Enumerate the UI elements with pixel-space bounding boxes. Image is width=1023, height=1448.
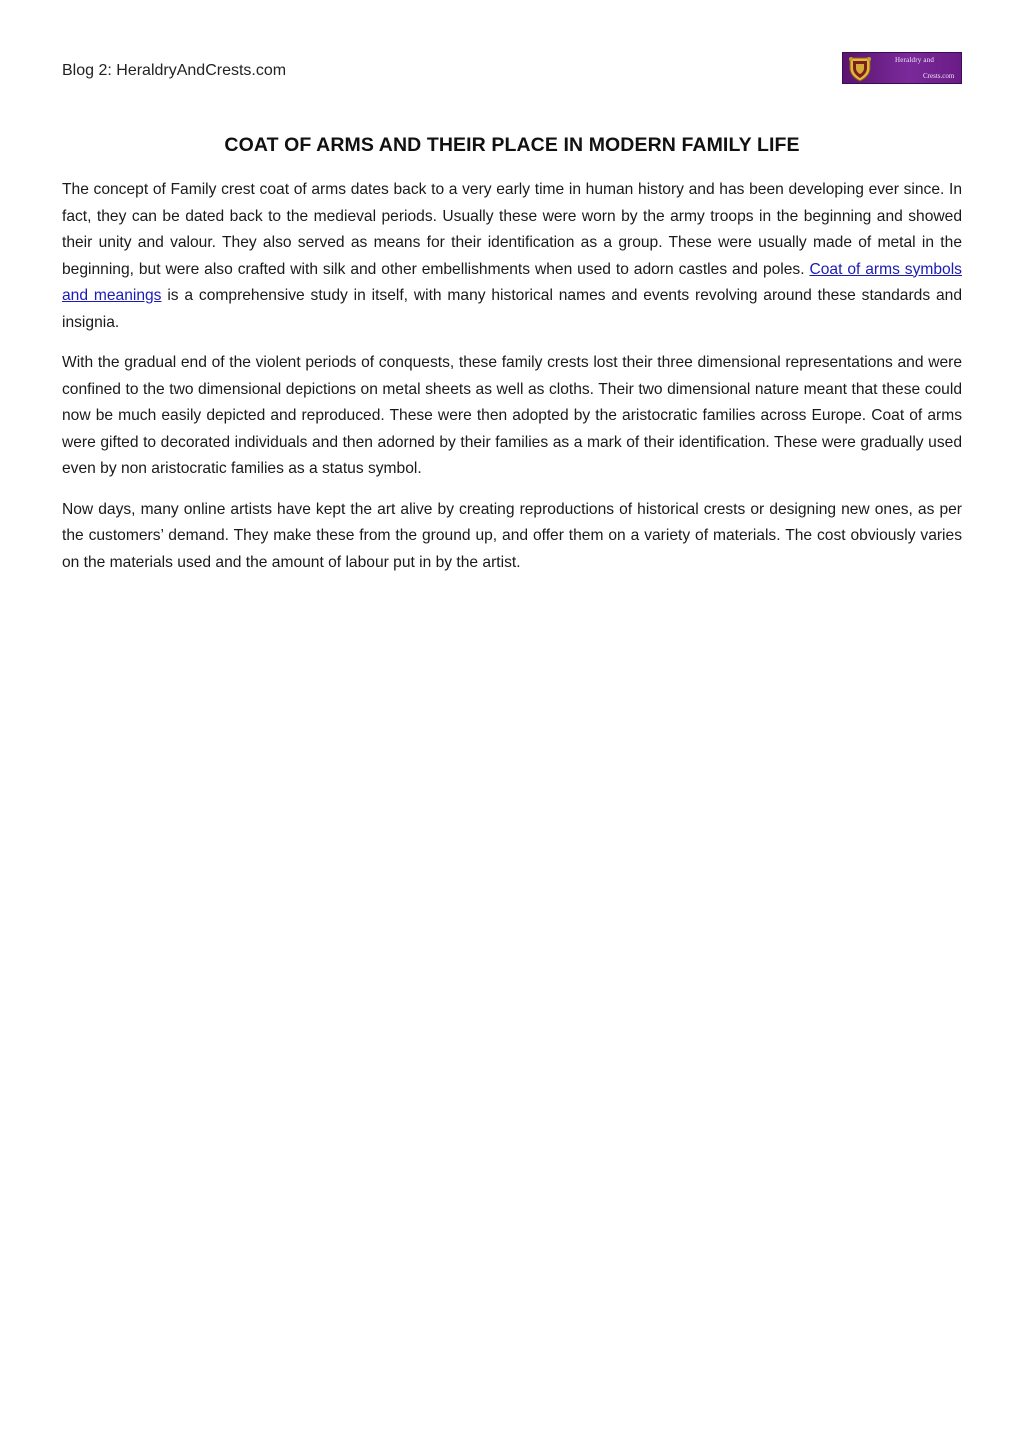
page-header (62, 50, 962, 86)
paragraph-3: Now days, many online artists have kept the art alive by creating reproductions of historical crests or designing new ones, as per the customers’ demand. They make these from the ground up, and offer them on a variety of materials. The cost obviously varies on the materials used and the amount of labour put in by the artist. (62, 500, 962, 571)
article-title: COAT OF ARMS AND THEIR PLACE IN MODERN FAMILY LIFE (224, 134, 800, 156)
heraldry-logo (842, 52, 962, 84)
paragraph-1 (62, 177, 962, 336)
logo-text-line2: Crests.com (923, 72, 955, 80)
article-body (62, 177, 962, 590)
shield-crest-icon (847, 55, 873, 82)
coat-of-arms-symbols-link[interactable]: Coat of arms symbols and meanings (62, 260, 962, 304)
paragraph-2: With the gradual end of the violent periods of conquests, these family crests lost their three dimensional representations and were confined to the two dimensional depictions on metal sheets as well as cloths. Their two dimensional nature meant that these could now be much easily depicted and reproduced. These were then adopted by the aristocratic families across Europe. Coat of arms were gifted to decorated individuals and then adorned by their families as a mark of their identification. These were gradually used even by non aristocratic families as a status symbol. (62, 354, 962, 477)
header-title: Blog 2: HeraldryAndCrests.com (62, 62, 287, 79)
paragraph-1-text-before-link: The concept of Family crest coat of arms dates back to a very early time in human history and has been developing ever since. In fact, they can be dated back to the medieval periods. Usually these were worn by the army troops in the beginning and showed their unity and valour. They also served as means for their identification as a group. These were usually made of metal in the beginning, but were also crafted with silk and other embellishments when used to adorn castles and poles. (62, 181, 962, 278)
paragraph-1-text-after-link: is a comprehensive study in itself, with many historical names and events revolving around these standards and insignia. (62, 287, 963, 331)
logo-text-line1: Heraldry and (895, 56, 935, 64)
